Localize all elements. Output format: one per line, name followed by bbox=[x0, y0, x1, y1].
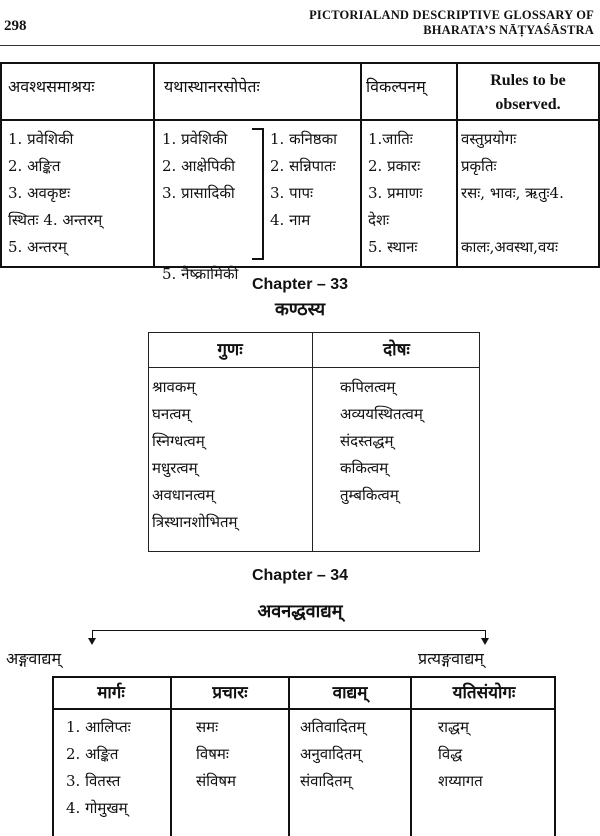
table-header: प्रचारः bbox=[212, 683, 248, 703]
list-item: 3. प्रासादिकी bbox=[162, 184, 235, 202]
list-item: 4. नाम bbox=[270, 211, 311, 229]
list-item: संवादितम् bbox=[300, 772, 352, 790]
list-item: 2. सन्निपातः bbox=[270, 157, 336, 175]
col-dosha bbox=[340, 374, 423, 509]
list-item: घनत्वम् bbox=[152, 405, 191, 423]
table-header-divider bbox=[148, 367, 480, 368]
list-item: 5. नैष्क्रामिकी bbox=[162, 265, 239, 283]
col-prachara bbox=[196, 714, 236, 795]
branch-angavadyam: अङ्गवाद्यम् bbox=[6, 649, 62, 668]
list-item: 3. वितस्त bbox=[66, 772, 121, 790]
table-header: विकल्पनम् bbox=[366, 77, 426, 96]
table-header-divider bbox=[52, 708, 556, 710]
table-header-guna: गुणः bbox=[217, 340, 243, 360]
list-item: समः bbox=[196, 718, 219, 736]
list-item: 1. प्रवेशिकी bbox=[162, 130, 228, 148]
list-item: अतिवादितम् bbox=[300, 718, 366, 736]
list-item: शय्यागत bbox=[438, 772, 483, 790]
list-item: 3. पापः bbox=[270, 184, 314, 202]
rules-header-line1: Rules to be bbox=[490, 72, 566, 89]
running-title bbox=[309, 8, 594, 38]
table-header-rules bbox=[458, 69, 598, 117]
list-item: स्थितः 4. अन्तरम् bbox=[8, 211, 103, 229]
list-item: ककित्वम् bbox=[340, 459, 389, 477]
list-item: 4. गोमुखम् bbox=[66, 799, 128, 817]
col-guna bbox=[152, 374, 238, 536]
branch-pratyangavadyam: प्रत्यङ्गवाद्यम् bbox=[418, 649, 484, 668]
chapter-34-subtitle: अवनद्धवाद्यम् bbox=[257, 601, 343, 622]
list-item: 5. स्थानः bbox=[368, 238, 418, 256]
chapter-33-subtitle: कण्ठस्य bbox=[274, 299, 326, 320]
list-item: श्रावकम् bbox=[152, 378, 196, 396]
col-vadyam bbox=[300, 714, 366, 795]
col-divider bbox=[360, 62, 362, 268]
list-item: संदस्तद्धम् bbox=[340, 432, 394, 450]
list-item: 1. आलिप्तः bbox=[66, 718, 131, 736]
list-item: 1.जातिः bbox=[368, 130, 413, 148]
col-yatisamyoga bbox=[438, 714, 483, 795]
table-header: यथास्थानरसोपेतः bbox=[164, 77, 260, 96]
list-item: विषमः bbox=[196, 745, 229, 763]
list-item: प्रकृतिः bbox=[461, 157, 497, 175]
table-header: वाद्यम् bbox=[332, 683, 368, 703]
page-number: 298 bbox=[4, 18, 27, 34]
list-item: 2. प्रकारः bbox=[368, 157, 421, 175]
list-item: संविषम bbox=[196, 772, 237, 790]
list-item: 3. अवकृष्टः bbox=[8, 184, 71, 202]
list-item: अवधानत्वम् bbox=[152, 486, 215, 504]
table-header: मार्गः bbox=[97, 683, 125, 703]
table-header: यतिसंयोगः bbox=[452, 683, 516, 703]
list-item: देशः bbox=[368, 211, 390, 229]
list-item: राद्धम् bbox=[438, 718, 469, 736]
rules-header-line2: observed. bbox=[495, 96, 561, 113]
list-item: 1. प्रवेशिकी bbox=[8, 130, 74, 148]
list-item: 3. प्रमाणः bbox=[368, 184, 423, 202]
chapter-33-title: Chapter – 33 bbox=[251, 276, 349, 293]
col-yathasthana bbox=[162, 126, 238, 288]
col-divider bbox=[153, 62, 155, 268]
list-item: स्निग्धत्वम् bbox=[152, 432, 205, 450]
list-item: 1. कनिष्ठका bbox=[270, 130, 338, 148]
col-rules bbox=[461, 126, 564, 261]
table-header-dosha: दोषः bbox=[383, 340, 410, 360]
list-item: विद्ध bbox=[438, 745, 463, 763]
list-item: अव्ययस्थितत्वम् bbox=[340, 405, 423, 423]
running-title-line2: BHARATA’S NĀṬYAŚĀSTRA bbox=[423, 23, 594, 37]
table-header-divider bbox=[0, 119, 600, 121]
list-item: अनुवादितम् bbox=[300, 745, 362, 763]
col-subitems bbox=[270, 126, 337, 234]
col-marga bbox=[66, 714, 131, 822]
list-item: 5. अन्तरम् bbox=[8, 238, 67, 256]
list-item: कालः,अवस्था,वयः bbox=[461, 238, 559, 256]
col-avasthasamashraya bbox=[8, 126, 102, 261]
col-divider bbox=[312, 332, 313, 552]
list-item: 2. अङ्कित bbox=[66, 745, 119, 763]
chapter-34-title: Chapter – 34 bbox=[251, 567, 349, 584]
running-title-line1: PICTORIALAND DESCRIPTIVE GLOSSARY OF bbox=[309, 8, 594, 22]
branch-line bbox=[92, 630, 486, 631]
list-item: तुम्बकित्वम् bbox=[340, 486, 399, 504]
list-item: मधुरत्वम् bbox=[152, 459, 198, 477]
grouping-bracket bbox=[252, 128, 264, 260]
table-header: अवश्थसमाश्रयः bbox=[8, 77, 95, 96]
list-item: कपिलत्वम् bbox=[340, 378, 396, 396]
header-rule bbox=[0, 45, 600, 46]
list-item: रसः, भावः, ऋतुः4. bbox=[461, 184, 564, 202]
arrow-down-icon bbox=[481, 638, 489, 645]
list-item: 2. आक्षेपिकी bbox=[162, 157, 235, 175]
list-item: 2. अङ्कित bbox=[8, 157, 61, 175]
arrow-down-icon bbox=[88, 638, 96, 645]
list-item: त्रिस्थानशोभितम् bbox=[152, 513, 238, 531]
list-item: वस्तुप्रयोगः bbox=[461, 130, 517, 148]
col-vikalpanam bbox=[368, 126, 422, 261]
